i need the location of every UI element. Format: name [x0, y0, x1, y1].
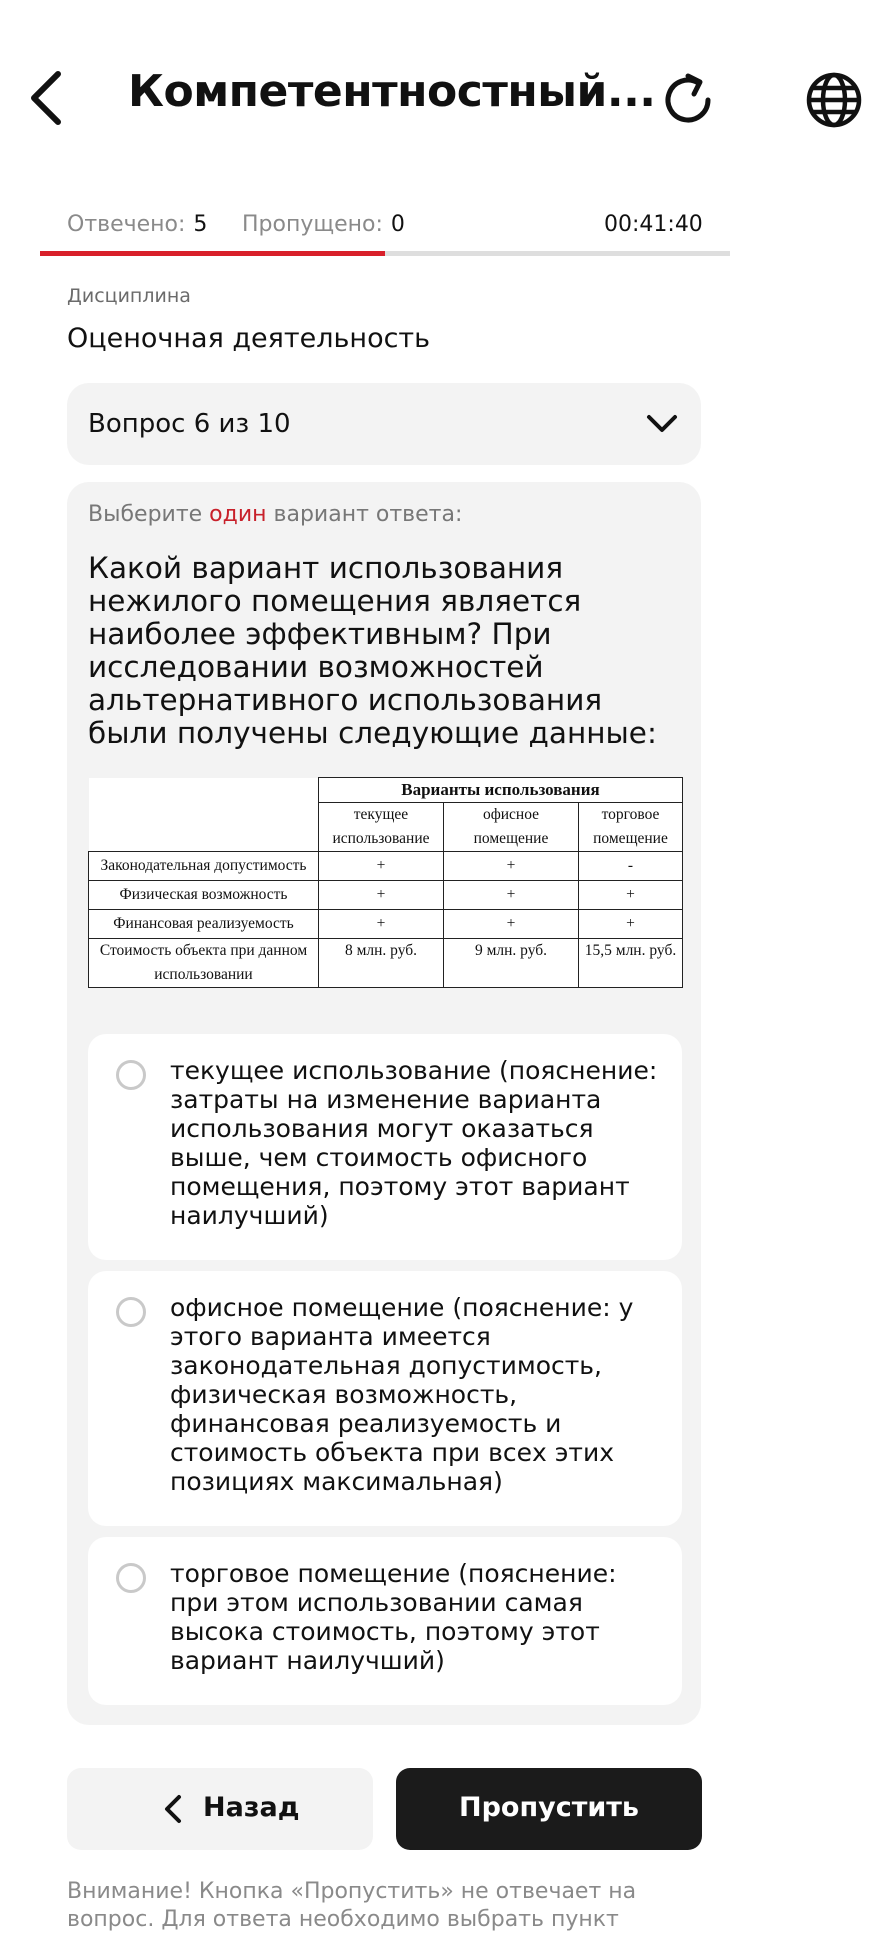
- answer-option-text: офисное помещение (пояснение: у этого варианта имеется законодательная допустимость, физическая возможность, финансовая реализуемость и стоимость объекта при всех этих позициях максимальная): [170, 1293, 634, 1496]
- table-cell: +: [444, 881, 579, 910]
- question-selector[interactable]: [67, 383, 701, 465]
- timer: 00:41:40: [604, 212, 703, 237]
- globe-icon[interactable]: [804, 70, 864, 130]
- table-cell: +: [579, 910, 683, 939]
- table-row-label: Стоимость объекта при данном использовании: [89, 939, 319, 988]
- table-cell: +: [579, 881, 683, 910]
- back-button[interactable]: [67, 1768, 373, 1850]
- table-corner: [89, 778, 319, 852]
- answered-value: 5: [193, 212, 208, 237]
- discipline-value: Оценочная деятельность: [67, 323, 431, 354]
- table-row-label: Физическая возможность: [89, 881, 319, 910]
- radio-button[interactable]: [116, 1060, 146, 1090]
- table-column-header: торговое помещение: [579, 803, 683, 852]
- answer-option-text: торговое помещение (пояснение: при этом использовании самая высока стоимость, поэтому этот вариант наилучший): [170, 1559, 617, 1675]
- data-table: [88, 777, 683, 988]
- answer-option-retail[interactable]: [88, 1537, 682, 1705]
- table-cell: 15,5 млн. руб.: [579, 939, 683, 988]
- table-row: [89, 939, 683, 988]
- table-cell: +: [444, 852, 579, 881]
- table-row: [89, 910, 683, 939]
- skipped-label: Пропущено:: [242, 212, 383, 237]
- question-card: [67, 482, 701, 1725]
- table-column-header: текущее использование: [319, 803, 444, 852]
- discipline-label: Дисциплина: [67, 285, 191, 307]
- table-group-header: Варианты использования: [319, 778, 683, 803]
- skip-button-label: Пропустить: [458, 1792, 640, 1823]
- answer-option-current-use[interactable]: [88, 1034, 682, 1260]
- table-cell: 8 млн. руб.: [319, 939, 444, 988]
- instruction-accent: один: [209, 502, 267, 527]
- table-cell: -: [579, 852, 683, 881]
- table-cell: +: [319, 910, 444, 939]
- skipped-value: 0: [390, 212, 405, 237]
- page-title: Компетентностный...: [128, 66, 656, 117]
- table-column-header: офисное помещение: [444, 803, 579, 852]
- chevron-down-icon: [645, 409, 679, 439]
- answer-option-office[interactable]: [88, 1271, 682, 1526]
- table-row: [89, 881, 683, 910]
- back-button-label: Назад: [203, 1792, 300, 1823]
- skip-button[interactable]: [396, 1768, 702, 1850]
- answer-option-text: текущее использование (пояснение: затраты на изменение варианта использования могут оказаться выше, чем стоимость офисного помещения, поэтому этот вариант наилучший): [170, 1056, 658, 1230]
- answer-instruction: [88, 502, 462, 527]
- radio-button[interactable]: [116, 1297, 146, 1327]
- instruction-text-start: Выберите: [88, 502, 210, 527]
- table-cell: +: [319, 852, 444, 881]
- table-row-label: Финансовая реализуемость: [89, 910, 319, 939]
- table-row: [89, 852, 683, 881]
- answered-counter: [67, 212, 207, 237]
- table-cell: +: [444, 910, 579, 939]
- table-row-label: Законодательная допустимость: [89, 852, 319, 881]
- progress-bar: [40, 251, 730, 256]
- instruction-text-end: вариант ответа:: [266, 502, 463, 527]
- back-arrow-icon[interactable]: [28, 70, 64, 126]
- radio-button[interactable]: [116, 1563, 146, 1593]
- chevron-left-icon: [162, 1794, 184, 1824]
- table-cell: +: [319, 881, 444, 910]
- question-selector-label: Вопрос 6 из 10: [88, 409, 291, 439]
- answered-label: Отвечено:: [67, 212, 186, 237]
- skipped-counter: [242, 212, 405, 237]
- progress-bar-fill: [40, 251, 385, 256]
- skip-notice: Внимание! Кнопка «Пропустить» не отвечает на вопрос. Для ответа необходимо выбрать пункт: [67, 1879, 637, 1932]
- table-cell: 9 млн. руб.: [444, 939, 579, 988]
- question-text: Какой вариант использования нежилого помещения является наиболее эффективным? При исследовании возможностей альтернативного использования были получены следующие данные:: [88, 551, 657, 750]
- refresh-icon[interactable]: [658, 70, 718, 130]
